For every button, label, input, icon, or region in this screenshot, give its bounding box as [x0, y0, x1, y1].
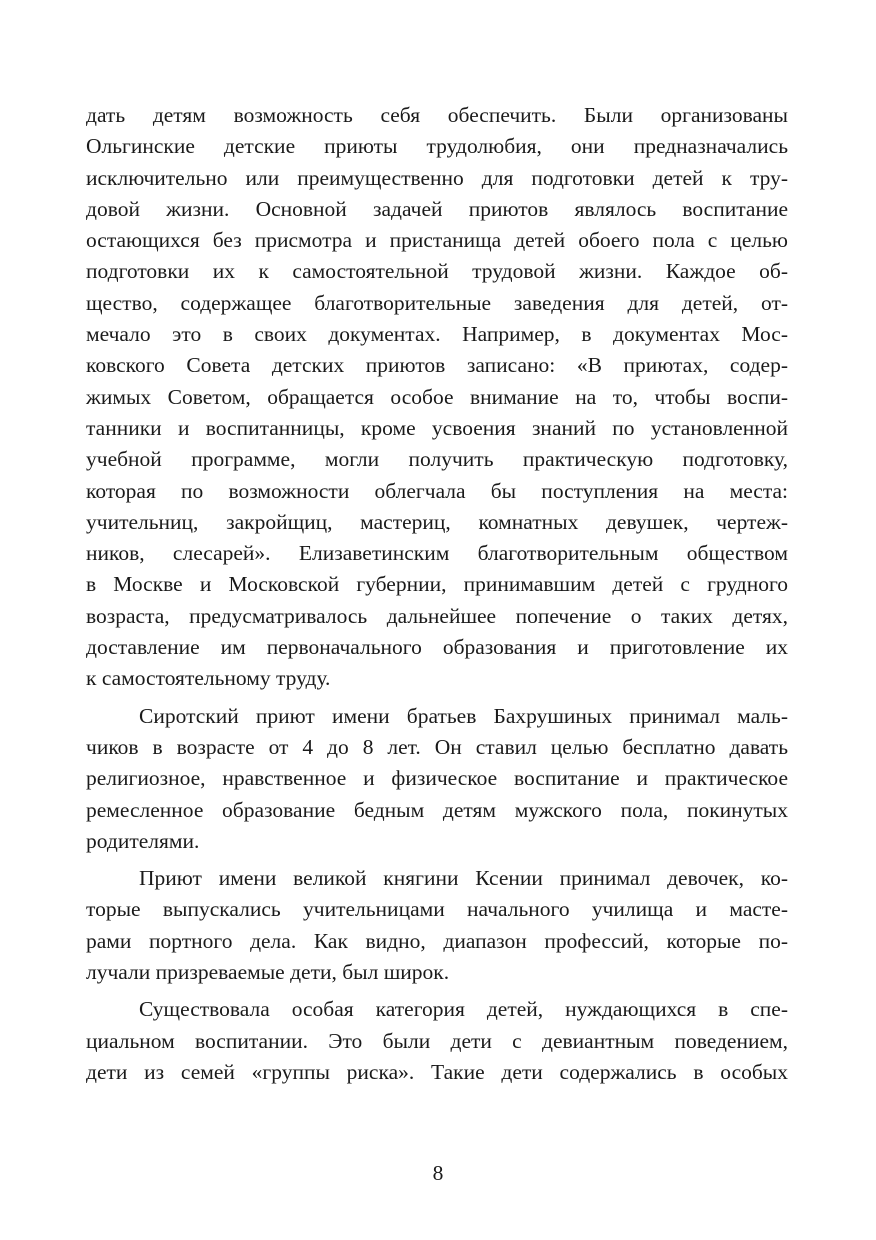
text-line: дать детям возможность себя обеспечить. Были организованы: [86, 103, 788, 127]
text-line: Ольгинские детские приюты трудолюбия, они предназначались: [86, 134, 788, 159]
text-line: возраста, предусматривалось дальнейшее попечение о таких детях,: [86, 603, 788, 628]
text-line: мечало это в своих документах. Например, в документах Мос-: [86, 322, 788, 347]
text-line: Сиротский приют имени братьев Бахрушиных принимал маль-: [139, 703, 788, 728]
text-line: дети из семей «группы риска». Такие дети содержались в особых: [86, 1059, 788, 1084]
text-line: ников, слесарей». Елизаветинским благотворительным обществом: [86, 541, 788, 566]
text-line: в Москве и Московской губернии, принимавшим детей с грудного: [86, 572, 788, 597]
text-line: ковского Совета детских приютов записано: «В приютах, содер-: [86, 353, 788, 378]
text-line: учительниц, закройщиц, мастериц, комнатных девушек, чертеж-: [86, 509, 788, 534]
text-line: Приют имени великой княгини Ксении принимал девочек, ко-: [139, 866, 788, 891]
text-line: доставление им первоначального образования и приготовление их: [86, 635, 788, 660]
text-line: которая по возможности облегчала бы поступления на места:: [86, 478, 788, 503]
text-line: лучали призреваемые дети, был широк.: [86, 960, 450, 985]
paragraph: [86, 863, 788, 988]
text-line: рами портного дела. Как видно, диапазон профессий, которые по-: [86, 928, 788, 953]
text-line: остающихся без присмотра и пристанища детей обоего пола с целью: [86, 228, 788, 253]
text-line: родителями.: [86, 828, 200, 853]
paragraph: [86, 100, 788, 695]
text-line: торые выпускались учительницами начального училища и масте-: [86, 897, 788, 922]
text-line: танники и воспитанницы, кроме усвоения знаний по установленной: [86, 415, 788, 440]
text-line: чиков в возрасте от 4 до 8 лет. Он ставил целью бесплатно давать: [86, 734, 788, 759]
text-line: ремесленное образование бедным детям мужского пола, покинутых: [86, 797, 788, 822]
page-number: 8: [432, 1161, 444, 1185]
text-line: щество, содержащее благотворительные заведения для детей, от-: [86, 290, 788, 315]
text-line: подготовки их к самостоятельной трудовой жизни. Каждое об-: [86, 259, 788, 284]
text-line: жимых Советом, обращается особое внимание на то, чтобы воспи-: [86, 384, 788, 409]
text-line: учебной программе, могли получить практическую подготовку,: [86, 447, 788, 472]
text-line: циальном воспитании. Это были дети с девиантным поведением,: [86, 1028, 788, 1053]
text-line: религиозное, нравственное и физическое воспитание и практическое: [86, 766, 788, 791]
page-body: [86, 100, 788, 1088]
text-line: исключительно или преимущественно для подготовки детей к тру-: [86, 165, 788, 190]
paragraph: [86, 701, 788, 857]
text-line: Существовала особая категория детей, нуждающихся в спе-: [139, 997, 788, 1022]
text-line: довой жизни. Основной задачей приютов являлось воспитание: [86, 196, 788, 221]
text-line: к самостоятельному труду.: [86, 666, 331, 691]
paragraph: [86, 994, 788, 1088]
